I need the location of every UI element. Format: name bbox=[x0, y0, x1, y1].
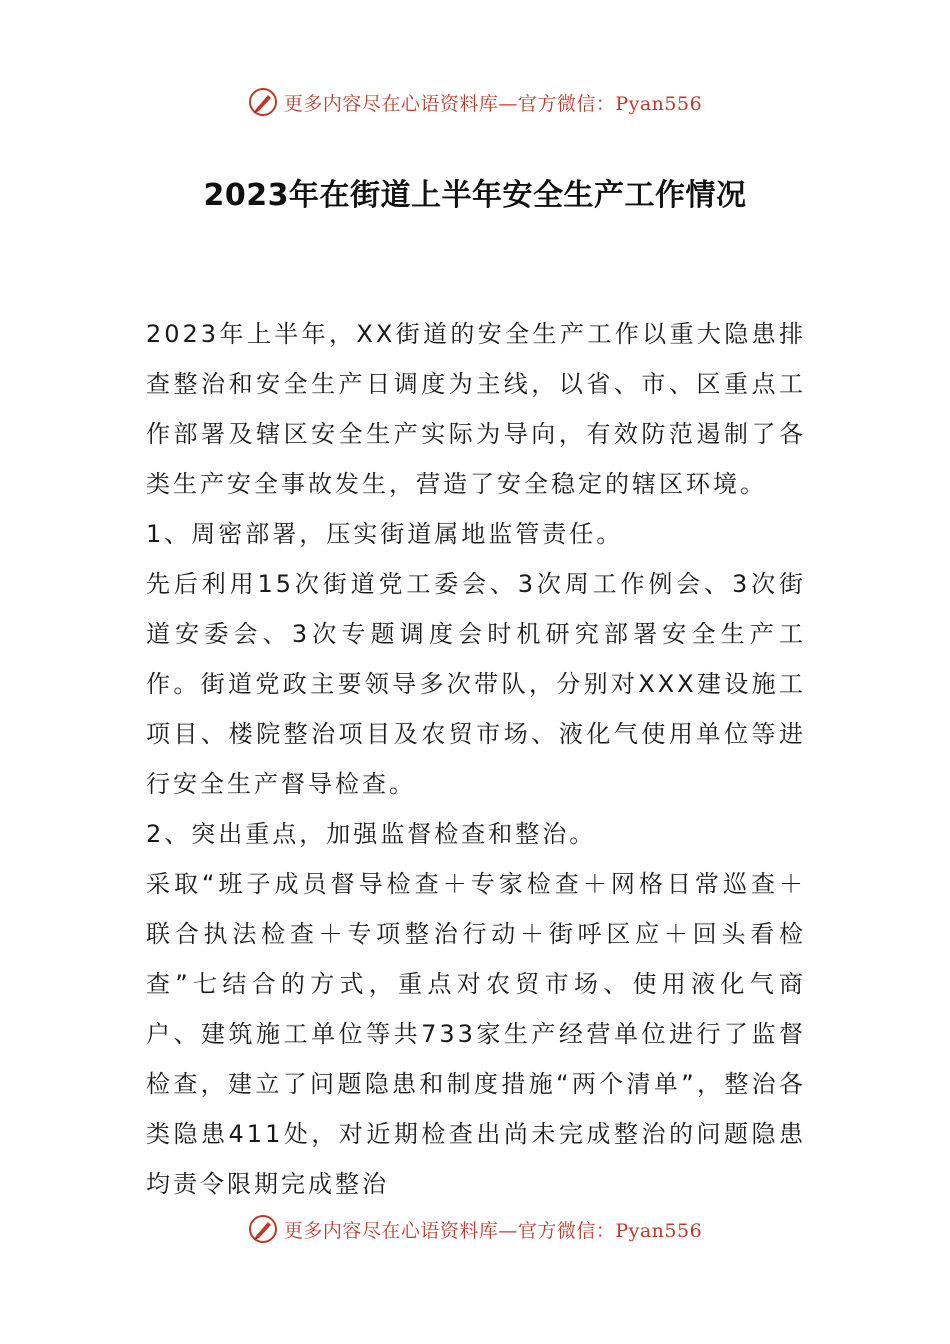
watermark-text: 更多内容尽在心语资料库—官方微信：Pyan556 bbox=[283, 1219, 703, 1242]
paragraph-section-1: 先后利用15次街道党工委会、3次周工作例会、3次街道安委会、3次专题调度会时机研究部署安全生产工作。街道党政主要领导多次带队，分别对XXX建设施工项目、楼院整治项目及农贸市场、液化气使用单位等进行安全生产督导检查。 bbox=[146, 570, 806, 798]
pen-logo-icon bbox=[248, 1214, 278, 1244]
section-heading-2: 2、突出重点，加强监督检查和整治。 bbox=[146, 820, 597, 848]
header-watermark bbox=[0, 82, 950, 122]
watermark-text: 更多内容尽在心语资料库—官方微信：Pyan556 bbox=[283, 92, 703, 115]
footer-watermark bbox=[0, 1209, 950, 1249]
paragraph-section-2: 采取“班子成员督导检查＋专家检查＋网格日常巡查＋联合执法检查＋专项整治行动＋街呼区应＋回头看检查”七结合的方式，重点对农贸市场、使用液化气商户、建筑施工单位等共733家生产经营单位进行了监督检查，建立了问题隐患和制度措施“两个清单”，整治各类隐患411处，对近期检查出尚未完成整治的问题隐患均责令限期完成整治 bbox=[146, 870, 806, 1198]
paragraph-intro: 2023年上半年，XX街道的安全生产工作以重大隐患排查整治和安全生产日调度为主线，以省、市、区重点工作部署及辖区安全生产实际为导向，有效防范遏制了各类生产安全事故发生，营造了安全稳定的辖区环境。 bbox=[146, 320, 806, 498]
document-body bbox=[146, 309, 806, 1209]
pen-logo-icon bbox=[248, 87, 278, 117]
document-title: 2023年在街道上半年安全生产工作情况 bbox=[203, 178, 747, 213]
section-heading-1: 1、周密部署，压实街道属地监管责任。 bbox=[146, 520, 624, 548]
